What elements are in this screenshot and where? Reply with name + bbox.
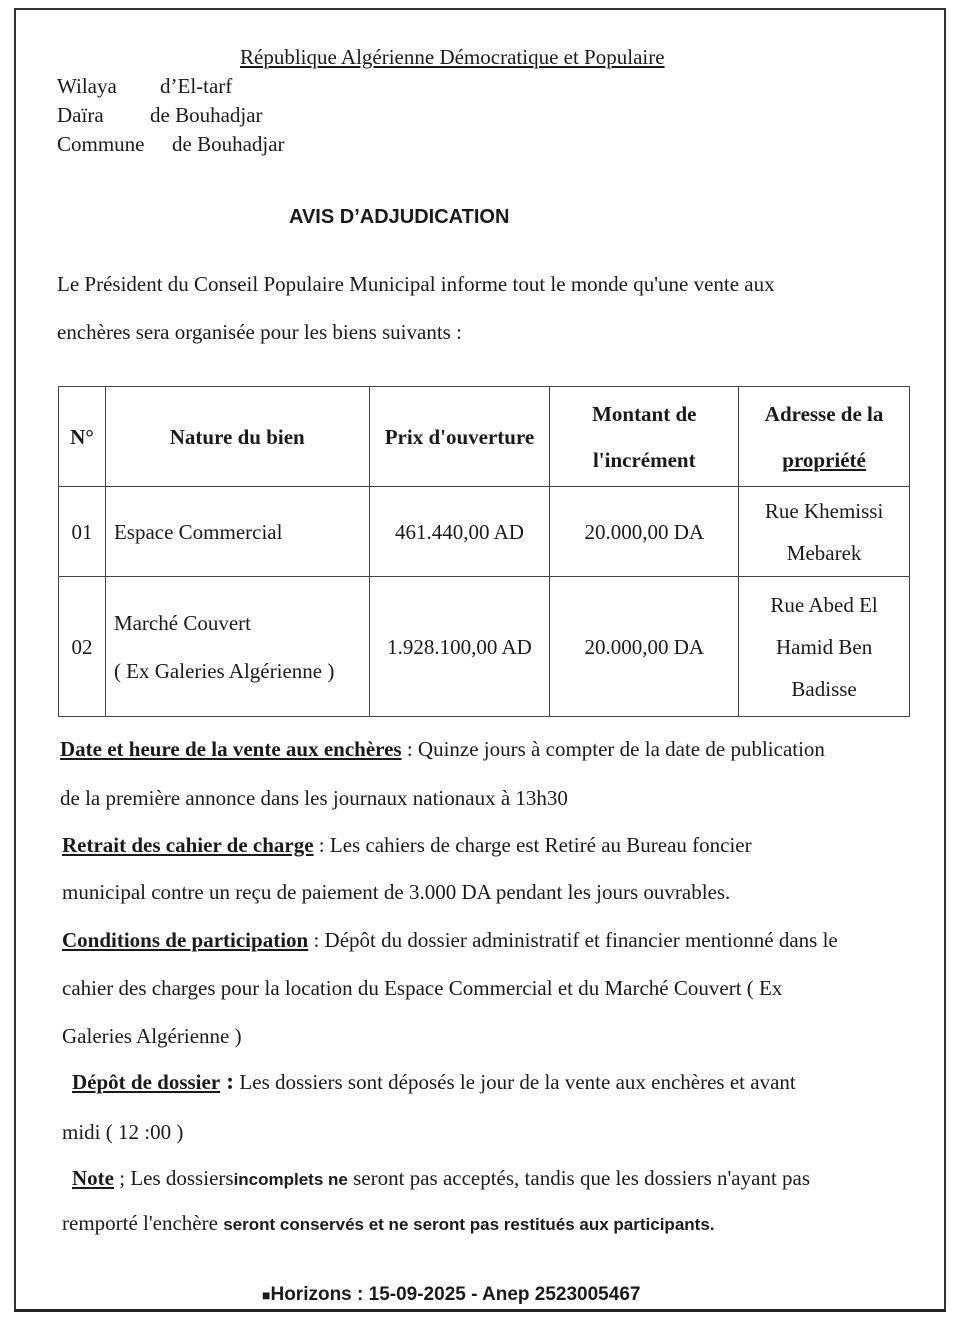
wilaya-label: Wilaya bbox=[57, 74, 117, 98]
row-prix: 1.928.100,00 AD bbox=[369, 577, 550, 717]
table-row bbox=[59, 577, 910, 717]
row-montant: 20.000,00 DA bbox=[550, 577, 739, 717]
row-adresse-line-1: Rue Khemissi bbox=[764, 498, 884, 523]
date-section-line-1 bbox=[60, 737, 825, 762]
note-section-line-1 bbox=[72, 1166, 810, 1191]
header-num: N° bbox=[59, 387, 106, 487]
row-montant: 20.000,00 DA bbox=[550, 487, 739, 577]
footer bbox=[262, 1284, 640, 1306]
row-adresse-line-3: Badisse bbox=[791, 676, 857, 701]
note-text-2a: remporté l'enchère bbox=[62, 1211, 224, 1235]
note-text-c: seront pas acceptés, tandis que les dossiers n'ayant pas bbox=[347, 1166, 811, 1190]
daira-label: Daïra bbox=[57, 103, 104, 127]
date-label: Date et heure de la vente aux enchères bbox=[60, 737, 402, 761]
depot-label: Dépôt de dossier bbox=[72, 1070, 221, 1094]
footer-text: Horizons : 15-09-2025 - Anep 2523005467 bbox=[270, 1284, 641, 1305]
retrait-label: Retrait des cahier de charge bbox=[62, 833, 314, 857]
row-nature: Espace Commercial bbox=[105, 487, 369, 577]
retrait-section-line-1 bbox=[62, 833, 752, 858]
header-prix: Prix d'ouverture bbox=[369, 387, 550, 487]
depot-section-line-1 bbox=[72, 1069, 796, 1096]
depot-colon: : bbox=[220, 1069, 235, 1095]
conditions-label: Conditions de participation bbox=[62, 928, 309, 952]
daira-value: de Bouhadjar bbox=[150, 103, 263, 127]
notice-title: AVIS D’ADJUDICATION bbox=[289, 206, 510, 228]
date-text: : Quinze jours à compter de la date de publication bbox=[401, 737, 825, 761]
row-num: 01 bbox=[59, 487, 106, 577]
commune-label: Commune bbox=[57, 132, 145, 156]
note-text-a: ; Les dossiers bbox=[113, 1166, 234, 1190]
depot-section-line-2: midi ( 12 :00 ) bbox=[62, 1120, 184, 1144]
table-header-row bbox=[59, 387, 910, 487]
commune-value: de Bouhadjar bbox=[172, 132, 285, 156]
depot-text: Les dossiers sont déposés le jour de la vente aux enchères et avant bbox=[234, 1070, 796, 1094]
note-text-bold: incomplets ne bbox=[233, 1170, 348, 1189]
footer-bullet: ■ bbox=[262, 1287, 271, 1303]
header-montant-line-1: Montant de bbox=[592, 401, 697, 426]
conditions-text: : Dépôt du dossier administratif et financier mentionné dans le bbox=[308, 928, 838, 952]
republic-heading: République Algérienne Démocratique et Populaire bbox=[240, 45, 665, 69]
date-section-line-2: de la première annonce dans les journaux nationaux à 13h30 bbox=[60, 786, 568, 810]
row-adresse-line-2: Mebarek bbox=[786, 540, 862, 565]
row-prix: 461.440,00 AD bbox=[369, 487, 550, 577]
table-row bbox=[59, 487, 910, 577]
conditions-section-line-2: cahier des charges pour la location du Espace Commercial et du Marché Couvert ( Ex bbox=[62, 976, 783, 1000]
row-nature-line-2: ( Ex Galeries Algérienne ) bbox=[113, 658, 335, 683]
row-num: 02 bbox=[59, 577, 106, 717]
intro-line-1: Le Président du Conseil Populaire Municipal informe tout le monde qu'une vente aux bbox=[57, 272, 775, 296]
note-label: Note bbox=[72, 1166, 114, 1190]
retrait-section-line-2: municipal contre un reçu de paiement de 3.000 DA pendant les jours ouvrables. bbox=[62, 880, 731, 904]
conditions-section-line-3: Galeries Algérienne ) bbox=[62, 1024, 242, 1048]
header-adresse-line-2: propriété bbox=[782, 447, 866, 472]
header-montant-line-2: l'incrément bbox=[592, 447, 696, 472]
intro-line-2: enchères sera organisée pour les biens suivants : bbox=[57, 320, 462, 344]
row-nature-line-1: Marché Couvert bbox=[113, 610, 251, 635]
assets-table bbox=[58, 386, 910, 717]
row-adresse bbox=[739, 577, 910, 717]
conditions-section-line-1 bbox=[62, 928, 838, 953]
header-adresse bbox=[739, 387, 910, 487]
header-nature: Nature du bien bbox=[105, 387, 369, 487]
note-section-line-2 bbox=[62, 1211, 715, 1236]
note-text-2b: seront conservés et ne seront pas restitués aux participants. bbox=[223, 1215, 715, 1234]
header-montant bbox=[550, 387, 739, 487]
wilaya-value: d’El-tarf bbox=[160, 74, 233, 98]
row-adresse bbox=[739, 487, 910, 577]
row-adresse-line-1: Rue Abed El bbox=[770, 592, 878, 617]
retrait-text: : Les cahiers de charge est Retiré au Bureau foncier bbox=[313, 833, 752, 857]
row-nature bbox=[105, 577, 369, 717]
header-adresse-line-1: Adresse de la bbox=[764, 401, 884, 426]
row-adresse-line-2: Hamid Ben bbox=[775, 634, 873, 659]
